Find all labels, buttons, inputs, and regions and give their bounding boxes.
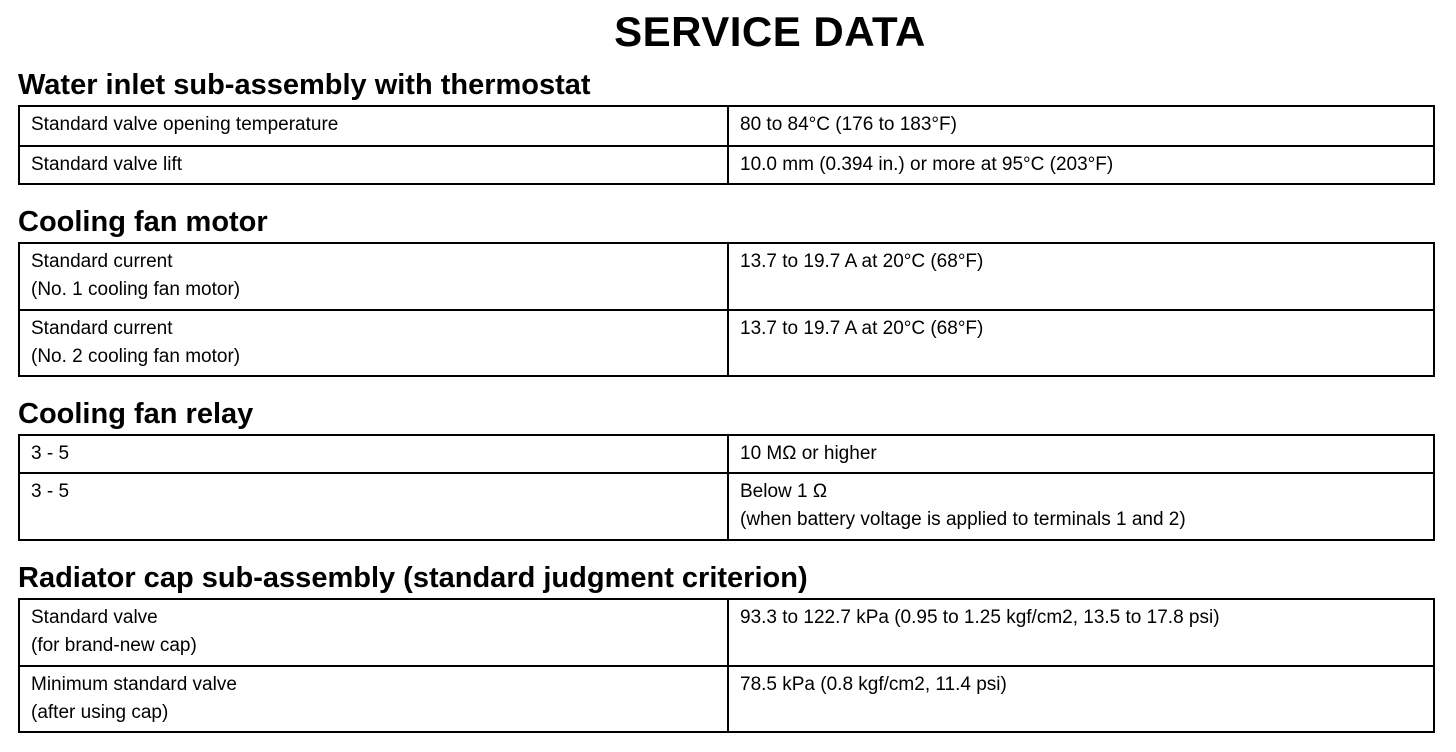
spec-label-cell — [19, 435, 728, 473]
spec-label: 3 - 5 — [31, 443, 70, 464]
spec-label-cell — [19, 146, 728, 184]
spec-value-cell — [728, 473, 1434, 540]
table-row — [19, 146, 1434, 184]
spec-table-radiator-cap — [18, 598, 1435, 733]
spec-label-cell — [19, 310, 728, 376]
section-title-cooling-fan-relay: Cooling fan relay — [18, 398, 254, 430]
spec-label-note: (No. 2 cooling fan motor) — [31, 346, 241, 367]
spec-table-cooling-fan-motor — [18, 242, 1435, 377]
spec-value: 13.7 to 19.7 A at 20°C (68°F) — [740, 318, 984, 339]
spec-value-cell — [728, 243, 1434, 310]
spec-label: Minimum standard valve — [31, 674, 237, 695]
spec-value: 93.3 to 122.7 kPa (0.95 to 1.25 kgf/cm2, 13.5 to 17.8 psi) — [740, 607, 1220, 628]
spec-value: Below 1 Ω — [740, 481, 828, 502]
spec-value-cell — [728, 599, 1434, 666]
page-title: SERVICE DATA — [614, 8, 926, 55]
table-row — [19, 666, 1434, 732]
spec-label-cell — [19, 666, 728, 732]
table-row — [19, 599, 1434, 666]
spec-value-cell — [728, 435, 1434, 473]
spec-value: 80 to 84°C (176 to 183°F) — [740, 114, 957, 135]
spec-label-note: (No. 1 cooling fan motor) — [31, 279, 241, 300]
spec-table-water-inlet — [18, 105, 1435, 185]
spec-label: Standard valve — [31, 607, 158, 628]
spec-value: 78.5 kPa (0.8 kgf/cm2, 11.4 psi) — [740, 674, 1007, 695]
spec-table-cooling-fan-relay — [18, 434, 1435, 541]
table-row — [19, 473, 1434, 540]
table-row — [19, 435, 1434, 473]
section-title-cooling-fan-motor: Cooling fan motor — [18, 206, 268, 238]
spec-value: 10 MΩ or higher — [740, 443, 877, 464]
table-row — [19, 106, 1434, 146]
spec-value-note: (when battery voltage is applied to terminals 1 and 2) — [740, 509, 1186, 530]
spec-label-cell — [19, 599, 728, 666]
section-title-radiator-cap: Radiator cap sub-assembly (standard judgment criterion) — [18, 562, 808, 594]
section-title-water-inlet: Water inlet sub-assembly with thermostat — [18, 69, 591, 101]
spec-label: Standard current — [31, 251, 173, 272]
spec-label: Standard current — [31, 318, 173, 339]
spec-value: 13.7 to 19.7 A at 20°C (68°F) — [740, 251, 984, 272]
spec-label-cell — [19, 473, 728, 540]
spec-value-cell — [728, 146, 1434, 184]
spec-label-cell — [19, 243, 728, 310]
table-row — [19, 310, 1434, 376]
table-row — [19, 243, 1434, 310]
spec-value-cell — [728, 310, 1434, 376]
spec-label: 3 - 5 — [31, 481, 70, 502]
spec-value-cell — [728, 106, 1434, 146]
spec-label-cell — [19, 106, 728, 146]
spec-label: Standard valve opening temperature — [31, 114, 339, 135]
spec-label-note: (after using cap) — [31, 702, 169, 723]
spec-value: 10.0 mm (0.394 in.) or more at 95°C (203°F) — [740, 154, 1114, 175]
spec-label: Standard valve lift — [31, 154, 183, 175]
spec-label-note: (for brand-new cap) — [31, 635, 197, 656]
spec-value-cell — [728, 666, 1434, 732]
